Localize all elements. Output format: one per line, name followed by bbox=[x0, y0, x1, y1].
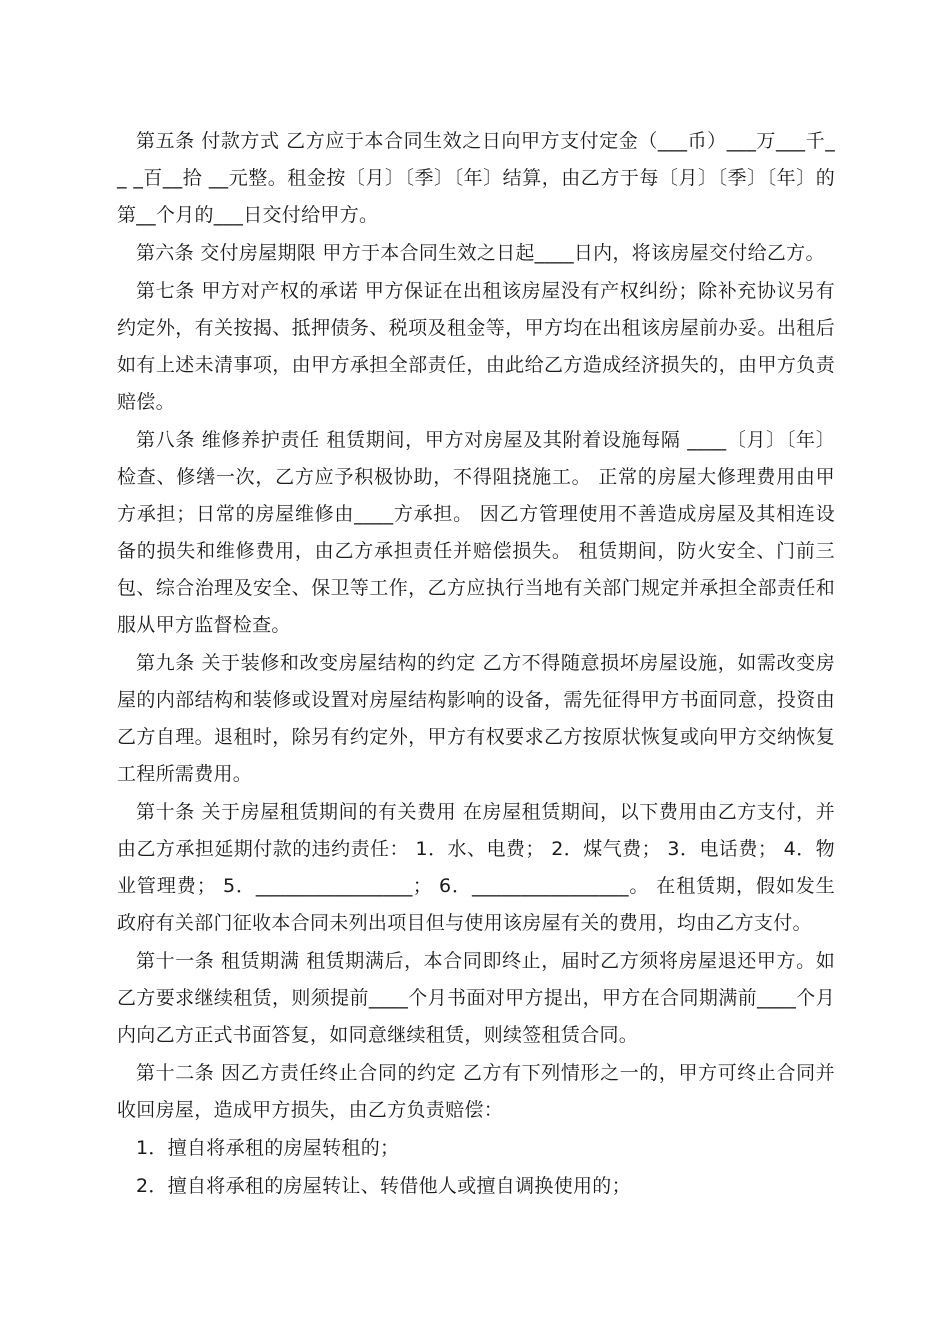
clause-11-expiry: 第十一条 租赁期满 租赁期满后，本合同即终止，届时乙方须将房屋退还甲方。如乙方要求继续租赁，则须提前____个月书面对甲方提出，甲方在合同期满前____个月内向乙方正式书面答复，如同意继续租赁，则续签租赁合同。 bbox=[117, 950, 835, 1046]
clause-7-title-warranty: 第七条 甲方对产权的承诺 甲方保证在出租该房屋没有产权纠纷；除补充协议另有约定外，有关按揭、抵押债务、税项及租金等，甲方均在出租该房屋前办妥。出租后如有上述未清事项，由甲方承担全部责任，由此给乙方造成经济损失的，由甲方负责赔偿。 bbox=[117, 280, 835, 413]
list-item: 1．擅自将承租的房屋转租的； bbox=[136, 1137, 400, 1159]
clause-8-maintenance: 第八条 维修养护责任 租赁期间，甲方对房屋及其附着设施每隔 ____〔月〕〔年〕检查、修缮一次，乙方应予积极协助，不得阻挠施工。 正常的房屋大修理费用由甲方承担；日常的房屋维修由____方承担。 因乙方管理使用不善造成房屋及其相连设备的损失和维修费用，由乙方承担责任并赔偿损失。 租赁期间，防火安全、门前三包、综合治理及安全、保卫等工作，乙方应执行当地有关部门规定并承担全部责任和服从甲方监督检查。 bbox=[117, 429, 835, 636]
clause-6-delivery: 第六条 交付房屋期限 甲方于本合同生效之日起____日内，将该房屋交付给乙方。 bbox=[136, 242, 825, 264]
document-body bbox=[117, 123, 835, 1205]
clause-5-payment: 第五条 付款方式 乙方应于本合同生效之日向甲方支付定金（___币）___万___千__ _百__拾 __元整。租金按〔月〕〔季〕〔年〕结算，由乙方于每〔月〕〔季〕〔年〕的第__个月的___日交付给甲方。 bbox=[117, 130, 835, 226]
list-item: 2．擅自将承租的房屋转让、转借他人或擅自调换使用的； bbox=[136, 1175, 631, 1197]
clause-12-termination: 第十二条 因乙方责任终止合同的约定 乙方有下列情形之一的，甲方可终止合同并收回房屋，造成甲方损失，由乙方负责赔偿： bbox=[117, 1062, 835, 1121]
clause-9-renovation: 第九条 关于装修和改变房屋结构的约定 乙方不得随意损坏房屋设施，如需改变房屋的内部结构和装修或设置对房屋结构影响的设备，需先征得甲方书面同意，投资由乙方自理。退租时，除另有约定外，甲方有权要求乙方按原状恢复或向甲方交纳恢复工程所需费用。 bbox=[117, 652, 835, 785]
clause-10-expenses: 第十条 关于房屋租赁期间的有关费用 在房屋租赁期间，以下费用由乙方支付，并由乙方承担延期付款的违约责任： 1．水、电费； 2．煤气费； 3．电话费； 4．物业管理费； 5．________________； 6．________________。 在租赁期，假如发生政府有关部门征收本合同未列出项目但与使用该房屋有关的费用，均由乙方支付。 bbox=[117, 801, 835, 934]
